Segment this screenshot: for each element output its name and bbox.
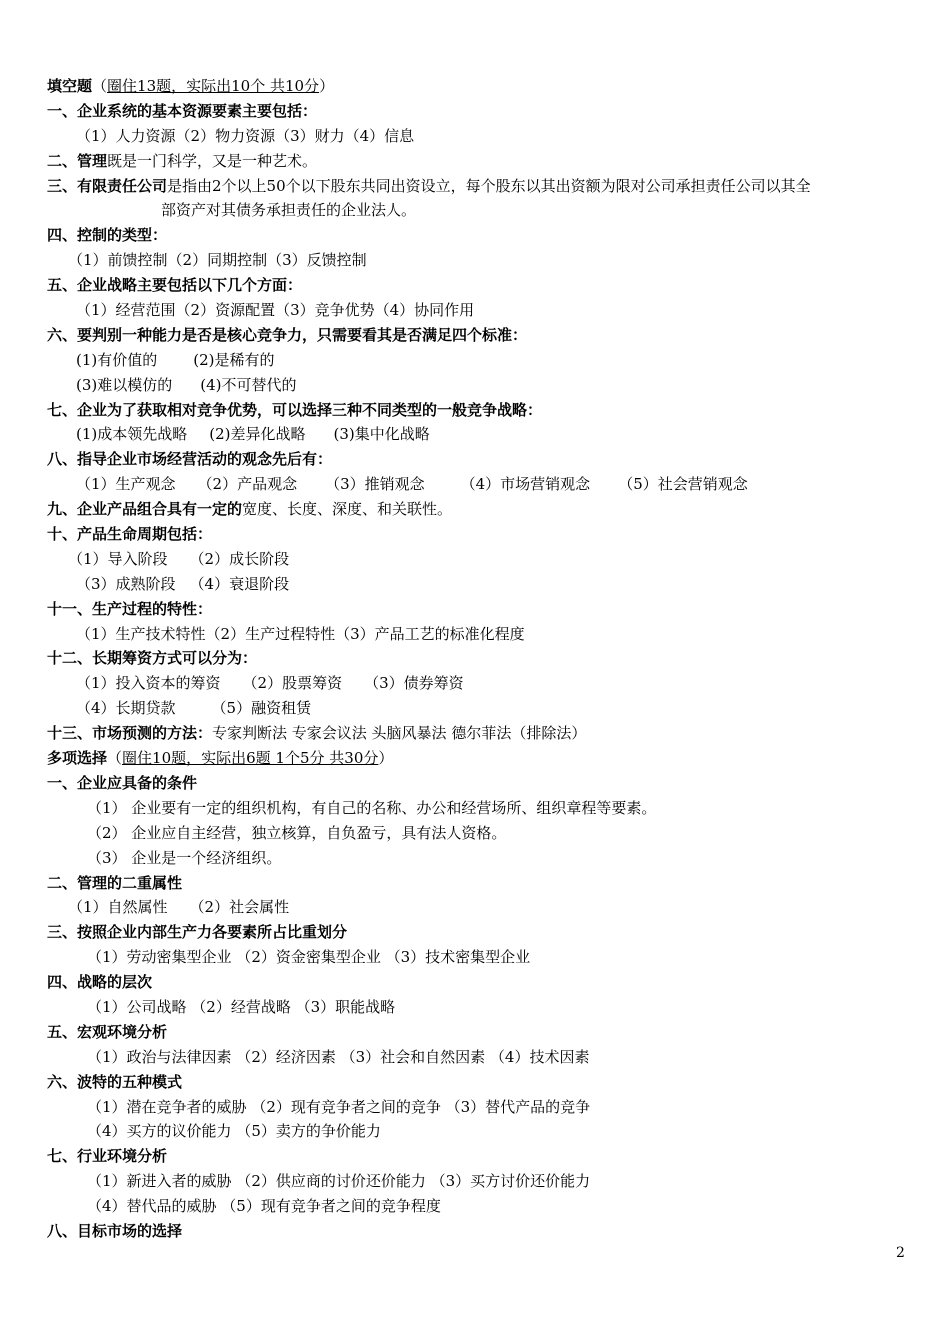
question-heading: 十二、长期筹资方式可以分为： — [47, 649, 258, 668]
answer-line: （1）经营范围（2）资源配置（3）竞争优势（4）协同作用 — [76, 301, 475, 320]
question-heading: 一、企业应具备的条件 — [47, 773, 198, 792]
question-heading: 六、波特的五种模式 — [47, 1072, 183, 1091]
multi-section-heading: 多项选择（圈住10题，实际出6题 1个5分 共30分） — [47, 749, 394, 768]
question-heading: 二、管理的二重属性 — [47, 873, 183, 892]
fill-section-heading: 填空题（圈住13题，实际出10个 共10分） — [47, 77, 335, 95]
question-heading: 四、控制的类型： — [47, 226, 168, 245]
document-body — [47, 74, 917, 1244]
answer-line: 部资产对其债务承担责任的企业法人。 — [161, 201, 417, 220]
question-heading: 六、要判别一种能力是否是核心竞争力，只需要看其是否满足四个标准： — [47, 325, 528, 344]
question-heading: 五、企业战略主要包括以下几个方面： — [47, 276, 303, 295]
question-heading: 八、指导企业市场经营活动的观念先后有： — [47, 450, 333, 469]
question-heading: 八、目标市场的选择 — [47, 1221, 183, 1240]
answer-line: （1） 企业要有一定的组织机构，有自己的名称、办公和经营场所、组织章程等要素。 — [87, 798, 657, 817]
answer-line: （1）前馈控制（2）同期控制（3）反馈控制 — [68, 251, 367, 270]
answer-line: （1）生产观念 （2）产品观念 （3）推销观念 （4）市场营销观念 （5）社会营销观念 — [76, 475, 748, 494]
answer-line: （1）自然属性 （2）社会属性 — [68, 898, 290, 917]
answer-line: （1）公司战略 （2）经营战略 （3）职能战略 — [87, 997, 396, 1016]
question-heading: 五、宏观环境分析 — [47, 1022, 168, 1041]
answer-line: （1）人力资源（2）物力资源（3）财力（4）信息 — [76, 126, 415, 145]
answer-line: （4）替代品的威胁 （5）现有竞争者之间的竞争程度 — [87, 1197, 441, 1216]
answer-line: （1）政治与法律因素 （2）经济因素 （3）社会和自然因素 （4）技术因素 — [87, 1047, 590, 1066]
answer-line: （3） 企业是一个经济组织。 — [87, 848, 282, 867]
question-heading: 四、战略的层次 — [47, 973, 153, 992]
question-heading: 七、企业为了获取相对竞争优势，可以选择三种不同类型的一般竞争战略： — [47, 400, 543, 419]
question-line: 十三、市场预测的方法：专家判断法 专家会议法 头脑风暴法 德尔菲法（排除法） — [47, 724, 587, 743]
answer-line: （3）成熟阶段 （4）衰退阶段 — [76, 574, 290, 593]
question-heading: 三、按照企业内部生产力各要素所占比重划分 — [47, 923, 348, 942]
answer-line: （1）导入阶段 （2）成长阶段 — [68, 549, 290, 568]
answer-line: （4）长期贷款 （5）融资租赁 — [76, 699, 312, 718]
section-title: 填空题 — [47, 77, 93, 95]
answer-line: （1）投入资本的筹资 （2）股票筹资 （3）债券筹资 — [76, 674, 464, 693]
section-title: 多项选择 — [47, 749, 108, 768]
answer-line: （1）潜在竞争者的威胁 （2）现有竞争者之间的竞争 （3）替代产品的竞争 — [87, 1097, 591, 1116]
question-line: 九、企业产品组合具有一定的宽度、长度、深度、和关联性。 — [47, 500, 453, 519]
answer-line: (1)成本领先战略 (2)差异化战略 (3)集中化战略 — [76, 425, 430, 444]
section-note: 圈住10题，实际出6题 1个5分 共30分 — [122, 749, 379, 768]
answer-line: （2） 企业应自主经营，独立核算，自负盈亏，具有法人资格。 — [87, 823, 507, 842]
question-heading: 十、产品生命周期包括： — [47, 525, 213, 544]
answer-line: （4）买方的议价能力 （5）卖方的争价能力 — [87, 1122, 381, 1141]
question-heading: 一、企业系统的基本资源要素主要包括： — [47, 101, 318, 120]
answer-line: （1）劳动密集型企业 （2）资金密集型企业 （3）技术密集型企业 — [87, 948, 531, 967]
page-number: 2 — [896, 1245, 905, 1261]
answer-line: (3)难以模仿的 (4)不可替代的 — [76, 375, 297, 394]
question-heading: 十一、生产过程的特性： — [47, 599, 213, 618]
question-heading: 七、行业环境分析 — [47, 1147, 168, 1166]
question-line: 二、管理既是一门科学，又是一种艺术。 — [47, 151, 318, 170]
answer-line: （1）生产技术特性（2）生产过程特性（3）产品工艺的标准化程度 — [76, 624, 525, 643]
answer-line: （1）新进入者的威胁 （2）供应商的讨价还价能力 （3）买方讨价还价能力 — [87, 1172, 591, 1191]
question-line: 三、有限责任公司是指由2个以上50个以下股东共同出资设立，每个股东以其出资额为限对公司承担责任公司以其全 — [47, 176, 811, 195]
section-note: 圈住13题，实际出10个 共10分 — [107, 77, 320, 95]
answer-line: (1)有价值的 (2)是稀有的 — [76, 350, 275, 369]
